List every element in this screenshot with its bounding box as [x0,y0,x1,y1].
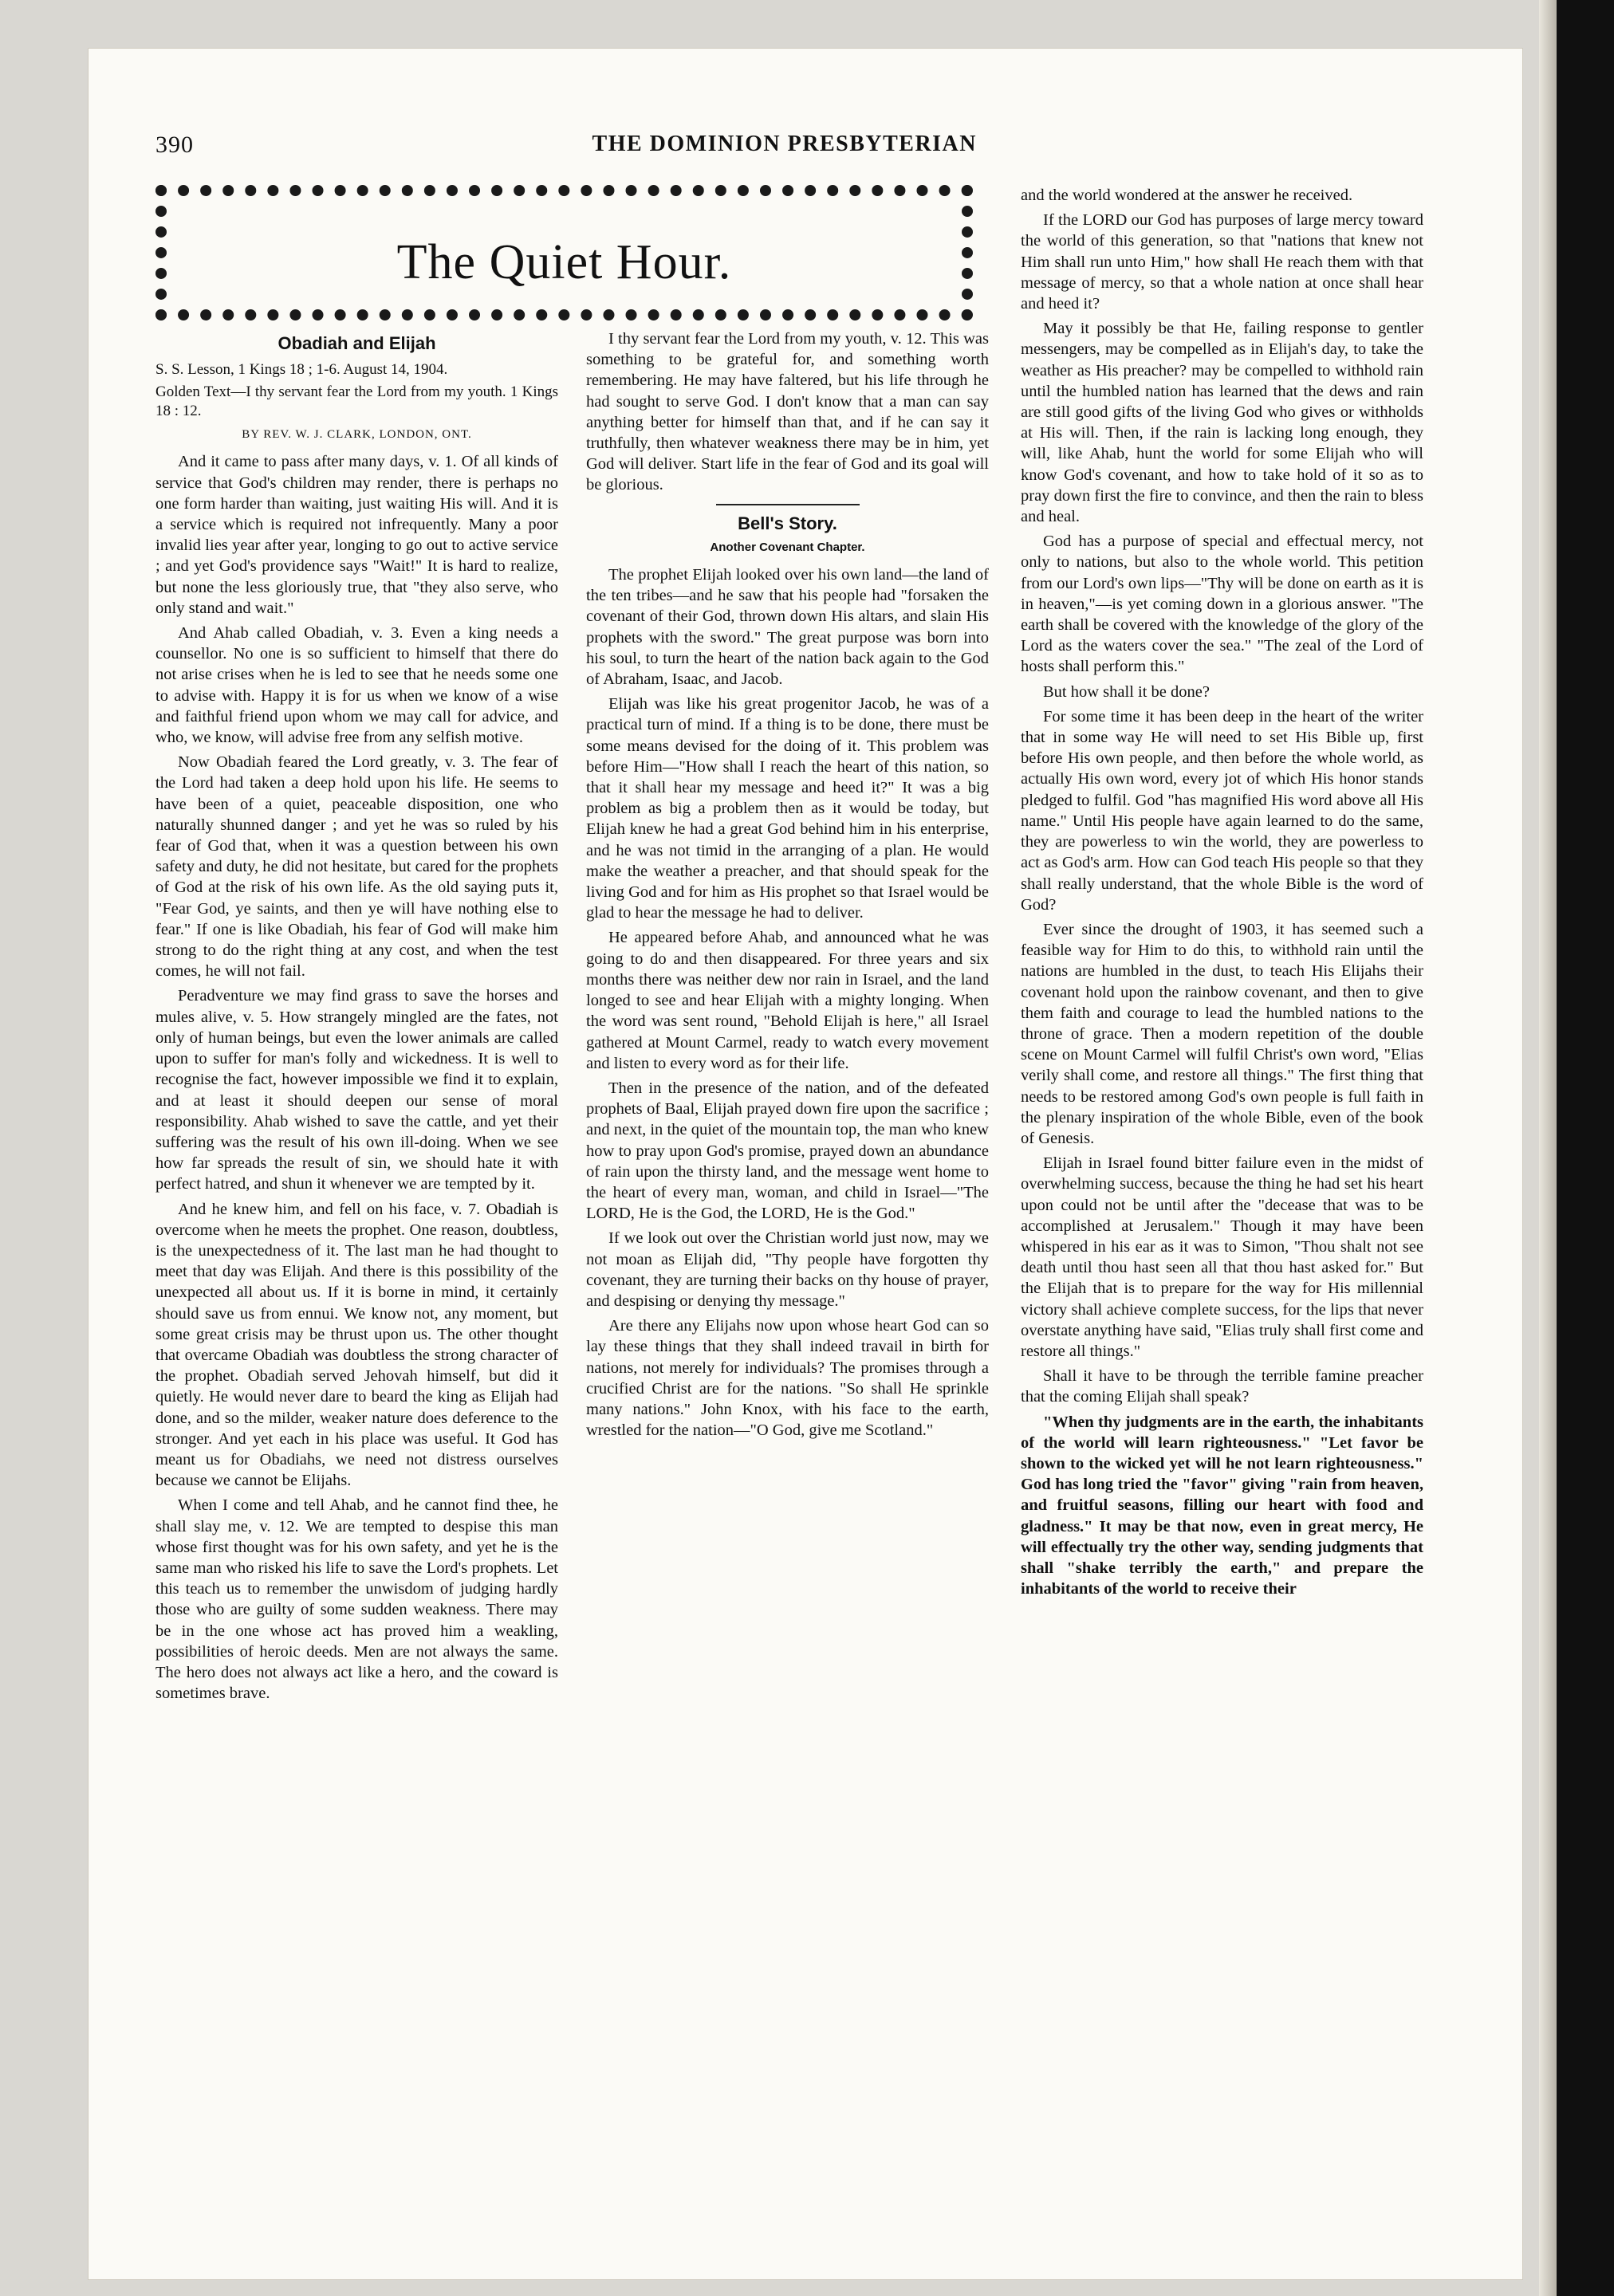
byline: BY REV. W. J. CLARK, LONDON, ONT. [242,428,472,442]
page-number: 390 [155,132,194,158]
article-paragraph: And he knew him, and fell on his face, v. 7. Obadiah is overcome when he meets the prophet. One reason, doubtless, is the unexpectedness of it. The last man he had thought to meet that day was Elijah. And there is this possibility of the unexpected all about us. If it is borne in mind, it certainly should save us from ennui. We know not, any moment, but some great crisis may be thrust upon us. The other thought that overcame Obadiah was doubtless the strong character of the prophet. Obadiah served Jehovah himself, but did it quietly. He would never dare to beard the king as Elijah had done, and so the milder, weaker nature does deference to the stronger. And yet each in his place was useful. It God has meant us for Obadiahs, we need not distress ourselves because we cannot be Elijahs. [155,1200,558,1490]
article-paragraph: And it came to pass after many days, v. 1. Of all kinds of service that God's children may render, there is perhaps no one form harder than waiting, just waiting His will. And it is a service which is required not infrequently. Many a poor invalid lies year after year, longing to go out to active service ; and yet God's providence says "Wait!" It is hard to realize, but none the less gloriously true, that "they also serve, who only stand and wait." [155,453,558,617]
article-paragraph: Now Obadiah feared the Lord greatly, v. 3. The fear of the Lord had taken a deep hold upon his life. He seems to have been of a quiet, peaceable disposition, one who naturally shunned danger ; and yet he was so ruled by his fear of God that, when it was a question between his own safety and duty, he did not hesitate, but cared for the prophets of God at the risk of his own life. As the old saying puts it, "Fear God, ye saints, and then ye will have nothing else to fear." If one is like Obadiah, his fear of God will make him strong to do the right thing at any cost, and when the test comes, he will not fail. [155,753,558,981]
story-paragraph: He appeared before Ahab, and announced what he was going to do and then disappeared. For three years and six months there was neither dew nor rain in Israel, and the land longed to see and hear Elijah with a mighty longing. When the word was sent round, "Behold Elijah is here," all Israel gathered at Mount Carmel, ready to watch every movement and listen to every word as for their life. [586,929,989,1072]
article-paragraph: Peradventure we may find grass to save the horses and mules alive, v. 5. How strangely mingled are the fates, not only of human beings, but even the lower animals are called upon to suffer for man's folly and wickedness. It is well to recognise the fact, however impossible we find it to explain, and at least it should deepen our sense of moral responsibility. Ahab wished to save the cattle, and yet their suffering was the result of his own ill-doing. When we see how far spreads the result of sin, we should hate it with perfect hatred, and shun it whenever we are tempted by it. [155,987,558,1193]
story-subtitle: Another Covenant Chapter. [710,540,865,554]
story-paragraph: "When thy judgments are in the earth, the inhabitants of the world will learn righteousness." "Let favor be shown to the wicked yet will he not learn righteousness." God has long tried the "favor" giving "rain from heaven, and fruitful seasons, filling our heart with food and gladness." It may be that now, even in great mercy, He will effectually try the other way, sending judgments that shall "shake terribly the earth," and prepare the inhabitants of the world to receive their [1021,1413,1423,1598]
story-paragraph: and the world wondered at the answer he received. [1021,187,1353,204]
golden-text: Golden Text—I thy servant fear the Lord from my youth. 1 Kings 18 : 12. [155,383,558,420]
section-title: The Quiet Hour. [396,235,732,289]
story-paragraph: Elijah in Israel found bitter failure even in the midst of overwhelming success, because the thing he had set his heart upon could not be until after the "decease that was to be accomplished at Jerusalem." Though it may have been whispered in his ear as it was to Simon, "Thou shalt not see death until thou hast seen all that thou hast asked for." But the Elijah that is to prepare for the way for His millennial victory shall achieve complete success, for the lips that never overstate anything have said, "Elias truly shall first come and restore all things." [1021,1154,1423,1360]
article-title: Obadiah and Elijah [278,333,436,353]
scan-border [1557,0,1614,2296]
story-paragraph: Shall it have to be through the terrible famine preacher that the coming Elijah shall speak? [1021,1367,1423,1406]
publication-title: THE DOMINION PRESBYTERIAN [592,132,977,156]
story-paragraph: For some time it has been deep in the heart of the writer that in some way He will need to set His Bible up, first before His own people, and then before the whole world, as actually His own word, every jot of which His honor stands pledged to fulfil. God "has magnified His word above all His name." Until His people have again learned to do the same, they are powerless to win the world, they are powerless to act as God's arm. How can God teach His people so that they shall really understand, that the whole Bible is the word of God? [1021,707,1423,914]
story-paragraph: Elijah was like his great progenitor Jacob, he was of a practical turn of mind. If a thing is to be done, there must be some means devised for the doing of it. This problem was before Him—"How shall I reach the heart of this nation, so that it shall hear my message and heed it?" It was a big problem as big a problem then as it would be today, but Elijah knew he had a great God behind him in his enterprise, and he was not timid in the arranging of a plan. He would make the weather a preacher, and that should speak for the living God and for him as His prophet so that Israel would be glad to hear the message he had to deliver. [586,695,989,922]
article-paragraph: When I come and tell Ahab, and he cannot find thee, he shall slay me, v. 12. We are tempted to despise this man whose first thought was for his own safety, and yet he is the same man who risked his life to save the Lord's prophets. Let this teach us to remember the unwisdom of judging hardly those who are guilty of some sudden weakness. There may be in the one whose act has proved him a weakling, possibilities of heroic deeds. Men are not always the same. The hero does not always act like a hero, and the coward is sometimes brave. [155,1496,558,1703]
article-paragraph: And Ahab called Obadiah, v. 3. Even a king needs a counsellor. No one is so sufficient to himself that there do not arise crises when he is led to see that he needs some one to advise with. Happy it is for us when we know of a wise and faithful friend upon whom we may call for advice, and who, we know, will advise free from any selfish motive. [155,624,558,747]
story-paragraph: If we look out over the Christian world just now, may we not moan as Elijah did, "Thy people have forgotten thy covenant, they are turning their backs on thy house of prayer, and despising or denying thy message." [586,1229,989,1310]
section-banner [155,185,973,320]
article-paragraph: I thy servant fear the Lord from my youth, v. 12. This was something to be grateful for, and something worth remembering. He may have faltered, but his life through he had sought to serve God. I don't know that a man can say anything better for himself than that, and if he can say it truthfully, then whatever weakness there may be in him, yet God will deliver. Start life in the fear of God and its goal will be glorious. [586,330,989,494]
story-paragraph: But how shall it be done? [1043,682,1210,701]
lesson-reference: S. S. Lesson, 1 Kings 18 ; 1-6. August 14, 1904. [155,361,448,379]
columns [155,185,1427,2210]
story-paragraph: Ever since the drought of 1903, it has seemed such a feasible way for Him to do this, to withhold rain until the nations are humbled in the dust, to teach His Elijahs their covenant hold upon the rainbow covenant, and then to give them faith and courage to lead the humbled nations to the throne of grace. Then a modern repetition of the double scene on Mount Carmel will fulfil Christ's own word, "Elias verily shall come, and restore all things." The first thing that needs to be restored among God's own people is full faith in the plenary inspiration of the whole Bible, even of the book of Genesis. [1021,920,1423,1147]
story-paragraph: Are there any Elijahs now upon whose heart God can so lay these things that they shall indeed travail in birth for nations, not merely for individuals? The promises through a crucified Christ are for the nations. "So shall He sprinkle many nations." John Knox, with his face to the earth, wrestled for the nation—"O God, give me Scotland." [586,1317,989,1440]
story-paragraph: God has a purpose of special and effectual mercy, not only to nations, but also to the whole world. This petition from our Lord's own lips—"Thy will be done on earth as it is in heaven,"—is yet coming down in a glorious answer. "The earth shall be covered with the knowledge of the glory of the Lord as the waters cover the sea." "The zeal of the Lord of hosts shall perform this." [1021,533,1423,676]
story-paragraph: The prophet Elijah looked over his own land—the land of the ten tribes—and he saw that his people had "forsaken the covenant of their God, thrown down His altars, and slain His prophets with the sword." The great purpose was born into his soul, to turn the heart of the nation back again to the God of Abraham, Isaac, and Jacob. [586,566,989,689]
column-2 [586,328,989,2210]
story-paragraph: If the LORD our God has purposes of large mercy toward the world of this generation, so that "nations that knew not Him shall run unto Him," how shall He reach them with that message of mercy, so that a whole nation at once shall hear and heed it? [1021,211,1423,313]
story-paragraph: May it possibly be that He, failing response to gentler messengers, may be compelled as in Elijah's day, to take the weather as His preacher? may be compelled to withhold rain until the humbled nation has learned that the dews and rain are still good gifts of the living God who gives or withholds at His will. Then, if the rain is lacking long enough, they will, like Ahab, hunt the world for some Elijah who will know God's covenant, and how to take hold of it so as to pray down first the fire to convince, and then the rain to bless and heal. [1021,320,1423,526]
story-title: Bell's Story. [738,513,837,533]
column-3 [1021,185,1423,2210]
column-1 [155,328,558,2210]
section-divider [716,504,860,505]
scan-edge [1539,0,1557,2296]
page-header [155,132,977,163]
story-paragraph: Then in the presence of the nation, and of the defeated prophets of Baal, Elijah prayed down fire upon the sacrifice ; and next, in the quiet of the mountain top, the man who knew how to pray upon God's promise, prayed down an abundance of rain upon the thirsty land, and the message went home to the heart of every man, woman, and child in Israel—"The LORD, He is the God, the LORD, He is the God." [586,1079,989,1223]
